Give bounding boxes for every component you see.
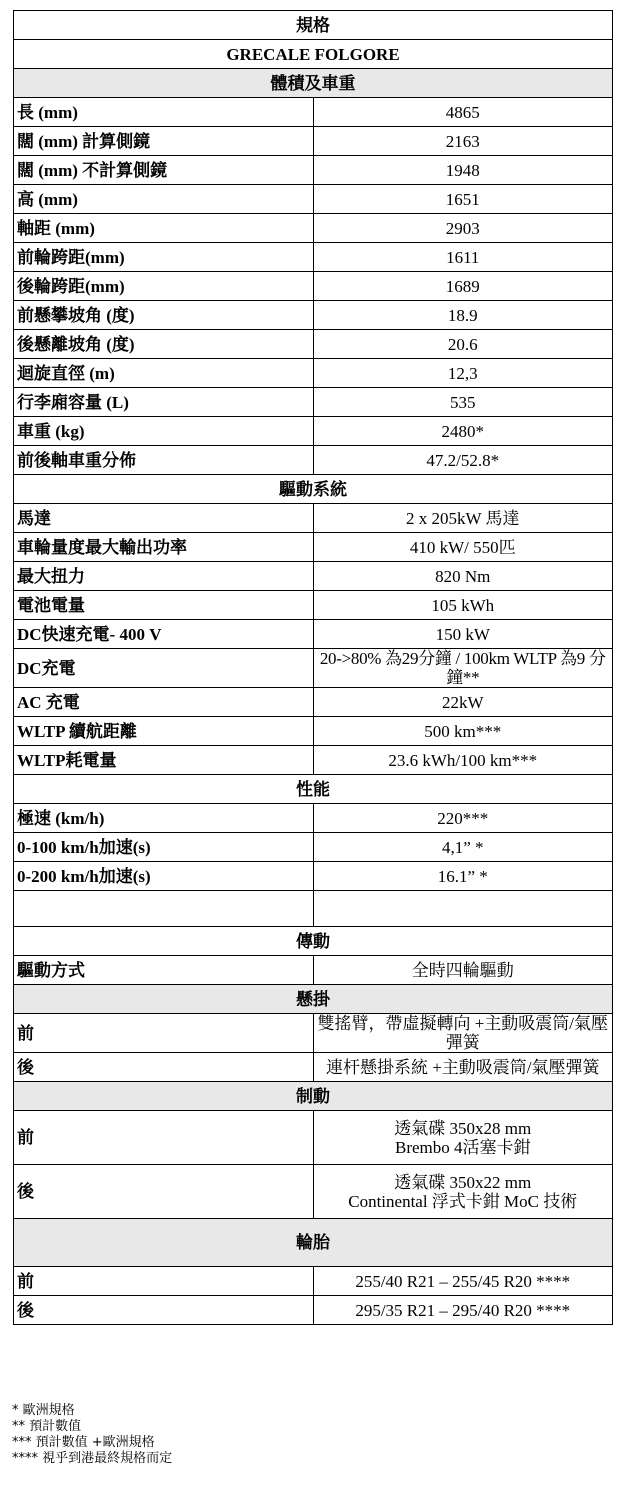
table-row: [14, 746, 613, 775]
footnotes: [12, 1403, 172, 1467]
row-label: 後輪跨距(mm): [14, 272, 314, 301]
row-label: 0-200 km/h加速(s): [14, 862, 314, 891]
row-value: 2163: [313, 127, 613, 156]
row-label: 前: [14, 1267, 314, 1296]
section-suspension-header: 懸掛: [14, 985, 613, 1014]
table-row: [14, 533, 613, 562]
row-value: 1689: [313, 272, 613, 301]
row-value: 295/35 R21 – 295/40 R20 ****: [313, 1296, 613, 1325]
row-label: 前: [14, 1111, 314, 1165]
brake-line-2: Continental 浮式卡鉗 MoC 技術: [348, 1191, 578, 1211]
row-label: 後: [14, 1296, 314, 1325]
footnote: *** 預計數值 +歐洲規格: [12, 1435, 155, 1450]
footnote: ** 預計數值: [12, 1419, 82, 1434]
blank-cell: [14, 891, 314, 927]
row-value: 全時四輪驅動: [313, 956, 613, 985]
table-row: [14, 214, 613, 243]
table-row: [14, 862, 613, 891]
row-value: 12,3: [313, 359, 613, 388]
section-transmission-header: 傳動: [14, 927, 613, 956]
table-row: [14, 620, 613, 649]
table-row: [14, 243, 613, 272]
row-value: 1948: [313, 156, 613, 185]
row-value: [313, 1165, 613, 1219]
table-row: [14, 956, 613, 985]
row-label: AC 充電: [14, 688, 314, 717]
row-label: 後: [14, 1053, 314, 1082]
row-value: 23.6 kWh/100 km***: [313, 746, 613, 775]
row-value: 雙搖臂，帶虛擬轉向 +主動吸震筒/氣壓彈簧: [313, 1014, 613, 1053]
row-label: 後: [14, 1165, 314, 1219]
brake-line-1: 透氣碟 350x22 mm: [394, 1172, 532, 1192]
row-label: 馬達: [14, 504, 314, 533]
row-value: 255/40 R21 – 255/45 R20 ****: [313, 1267, 613, 1296]
spec-title: 規格: [14, 11, 613, 40]
row-label: 長 (mm): [14, 98, 314, 127]
table-row: [14, 649, 613, 688]
table-row: [14, 688, 613, 717]
row-label: 迴旋直徑 (m): [14, 359, 314, 388]
row-label: 軸距 (mm): [14, 214, 314, 243]
row-value: 500 km***: [313, 717, 613, 746]
row-value: 20->80% 為29分鐘 / 100km WLTP 為9 分鐘**: [313, 649, 613, 688]
section-performance-header: 性能: [14, 775, 613, 804]
table-row: [14, 359, 613, 388]
row-label: 車輪量度最大輸出功率: [14, 533, 314, 562]
row-value: 535: [313, 388, 613, 417]
row-value: 2 x 205kW 馬達: [313, 504, 613, 533]
table-row: [14, 330, 613, 359]
row-label: 前: [14, 1014, 314, 1053]
row-value: 410 kW/ 550匹: [313, 533, 613, 562]
row-value: 2903: [313, 214, 613, 243]
row-label: 前後軸車重分佈: [14, 446, 314, 475]
table-row: [14, 417, 613, 446]
row-label: 極速 (km/h): [14, 804, 314, 833]
table-row: [14, 446, 613, 475]
row-label: WLTP耗電量: [14, 746, 314, 775]
footnote: **** 視乎到港最終規格而定: [12, 1451, 173, 1466]
table-row: [14, 1053, 613, 1082]
section-dimensions-header: 體積及車重: [14, 69, 613, 98]
table-row: [14, 1014, 613, 1053]
table-row: [14, 717, 613, 746]
section-drivetrain-header: 驅動系統: [14, 475, 613, 504]
blank-row: [14, 891, 613, 927]
row-value: 連杆懸掛系統 +主動吸震筒/氣壓彈簧: [313, 1053, 613, 1082]
table-row: [14, 98, 613, 127]
table-row: [14, 504, 613, 533]
table-row: [14, 591, 613, 620]
row-value: 1611: [313, 243, 613, 272]
spec-table: [13, 10, 613, 1325]
brake-line-1: 透氣碟 350x28 mm: [394, 1118, 532, 1138]
table-row: [14, 388, 613, 417]
row-value: 4,1” *: [313, 833, 613, 862]
row-label: 0-100 km/h加速(s): [14, 833, 314, 862]
row-value: 150 kW: [313, 620, 613, 649]
row-label: 最大扭力: [14, 562, 314, 591]
row-label: 闊 (mm) 計算側鏡: [14, 127, 314, 156]
table-row: [14, 272, 613, 301]
row-label: 後懸離坡角 (度): [14, 330, 314, 359]
row-value: 105 kWh: [313, 591, 613, 620]
row-label: WLTP 續航距離: [14, 717, 314, 746]
table-row: [14, 1267, 613, 1296]
table-row: [14, 1111, 613, 1165]
table-row: [14, 127, 613, 156]
row-value: 47.2/52.8*: [313, 446, 613, 475]
table-row: [14, 1296, 613, 1325]
row-value: 20.6: [313, 330, 613, 359]
section-brakes-header: 制動: [14, 1082, 613, 1111]
row-value: 16.1” *: [313, 862, 613, 891]
row-label: 驅動方式: [14, 956, 314, 985]
table-row: [14, 156, 613, 185]
table-row: [14, 301, 613, 330]
table-row: [14, 185, 613, 214]
row-value: 1651: [313, 185, 613, 214]
row-value: 4865: [313, 98, 613, 127]
table-row: [14, 833, 613, 862]
row-value: 820 Nm: [313, 562, 613, 591]
row-label: 車重 (kg): [14, 417, 314, 446]
row-value: [313, 1111, 613, 1165]
table-row: [14, 804, 613, 833]
row-value: 2480*: [313, 417, 613, 446]
row-label: 行李廂容量 (L): [14, 388, 314, 417]
row-label: 闊 (mm) 不計算側鏡: [14, 156, 314, 185]
row-label: 電池電量: [14, 591, 314, 620]
footnote: * 歐洲規格: [12, 1403, 75, 1418]
blank-cell: [313, 891, 613, 927]
row-label: 前懸攀坡角 (度): [14, 301, 314, 330]
row-value: 22kW: [313, 688, 613, 717]
row-label: DC充電: [14, 649, 314, 688]
table-row: [14, 562, 613, 591]
row-label: DC快速充電- 400 V: [14, 620, 314, 649]
row-value: 18.9: [313, 301, 613, 330]
row-value: 220***: [313, 804, 613, 833]
section-tyres-header: 輪胎: [14, 1219, 613, 1267]
row-label: 高 (mm): [14, 185, 314, 214]
brake-line-2: Brembo 4活塞卡鉗: [394, 1137, 531, 1157]
model-name: GRECALE FOLGORE: [14, 40, 613, 69]
row-label: 前輪跨距(mm): [14, 243, 314, 272]
table-row: [14, 1165, 613, 1219]
